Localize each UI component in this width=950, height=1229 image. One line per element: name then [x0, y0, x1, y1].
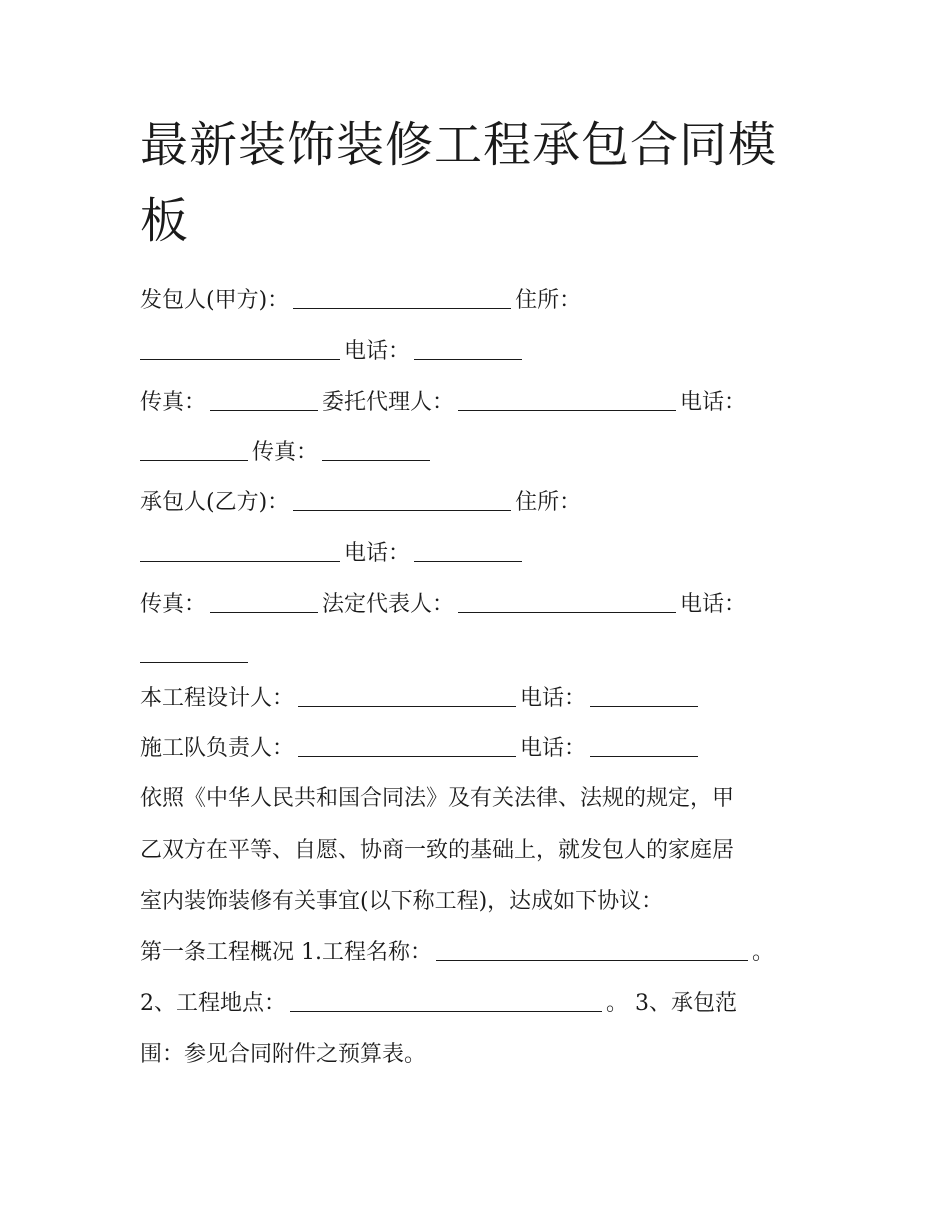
- designer-name-blank: [298, 705, 516, 707]
- party-a-line1: [140, 286, 581, 316]
- team-leader-label: 施工队负责人：: [140, 736, 295, 761]
- location-label: 2、工程地点：: [140, 991, 286, 1016]
- article1-line1: [140, 938, 774, 968]
- document-title-line1: 最新装饰装修工程承包合同模: [140, 117, 778, 173]
- party-a-phone-blank: [414, 358, 522, 360]
- party-b-fax-label: 传真：: [140, 592, 207, 617]
- party-b-name-blank: [293, 509, 511, 511]
- party-a-address-blank: [140, 358, 340, 360]
- party-a-phone2-label: 电话：: [680, 390, 747, 415]
- party-b-line2: [140, 539, 526, 569]
- party-a-label: 发包人(甲方)：: [140, 288, 290, 313]
- party-a-agent-label: 委托代理人：: [322, 390, 455, 415]
- party-a-phone-label: 电话：: [344, 339, 411, 364]
- article1-end-mark: 。: [751, 940, 774, 965]
- party-b-phone-label: 电话：: [344, 541, 411, 566]
- party-a-name-blank: [293, 307, 511, 309]
- party-b-phone-blank: [414, 560, 522, 562]
- designer-label: 本工程设计人：: [140, 686, 295, 711]
- party-a-line4: [140, 438, 434, 468]
- preamble-line-3: 室内装饰装修有关事宜(以下称工程)，达成如下协议：: [140, 889, 664, 914]
- party-a-fax2-blank: [322, 459, 430, 461]
- article1-scope: 围：参见合同附件之预算表。: [140, 1042, 427, 1067]
- party-b-address-blank: [140, 560, 340, 562]
- party-a-fax-blank: [210, 409, 318, 411]
- designer-line: [140, 684, 702, 714]
- location-end: 。 3、承包范: [606, 991, 737, 1016]
- party-a-fax2-label: 传真：: [252, 440, 319, 465]
- designer-phone-blank: [590, 705, 698, 707]
- party-b-phone2-label: 电话：: [680, 592, 747, 617]
- article1-line2: [140, 989, 737, 1019]
- party-b-fax-blank: [210, 611, 318, 613]
- preamble-line-2: 乙双方在平等、自愿、协商一致的基础上，就发包人的家庭居: [140, 838, 735, 863]
- party-b-legal-rep-blank: [458, 611, 676, 613]
- team-leader-phone-label: 电话：: [520, 736, 587, 761]
- party-b-address-label: 住所：: [515, 490, 582, 515]
- team-leader-phone-blank: [590, 755, 698, 757]
- article1-heading: 第一条工程概况 1.工程名称：: [140, 940, 432, 965]
- party-b-label: 承包人(乙方)：: [140, 490, 290, 515]
- team-leader-line: [140, 734, 702, 764]
- party-b-line1: [140, 488, 581, 518]
- party-a-line3: [140, 388, 746, 418]
- party-b-legal-rep-label: 法定代表人：: [322, 592, 455, 617]
- party-a-phone2-blank: [140, 459, 248, 461]
- document-title-line2: 板: [140, 193, 190, 249]
- party-b-line3: [140, 590, 746, 620]
- party-a-address-label: 住所：: [515, 288, 582, 313]
- project-name-blank: [436, 959, 748, 961]
- party-a-agent-blank: [458, 409, 676, 411]
- party-b-phone2-blank: [140, 661, 248, 663]
- team-leader-name-blank: [298, 755, 516, 757]
- designer-phone-label: 电话：: [520, 686, 587, 711]
- party-b-line4: [140, 640, 252, 670]
- party-a-line2: [140, 337, 526, 367]
- location-blank: [290, 1010, 602, 1012]
- preamble-line-1: 依照《中华人民共和国合同法》及有关法律、法规的规定，甲: [140, 786, 735, 811]
- party-a-fax-label: 传真：: [140, 390, 207, 415]
